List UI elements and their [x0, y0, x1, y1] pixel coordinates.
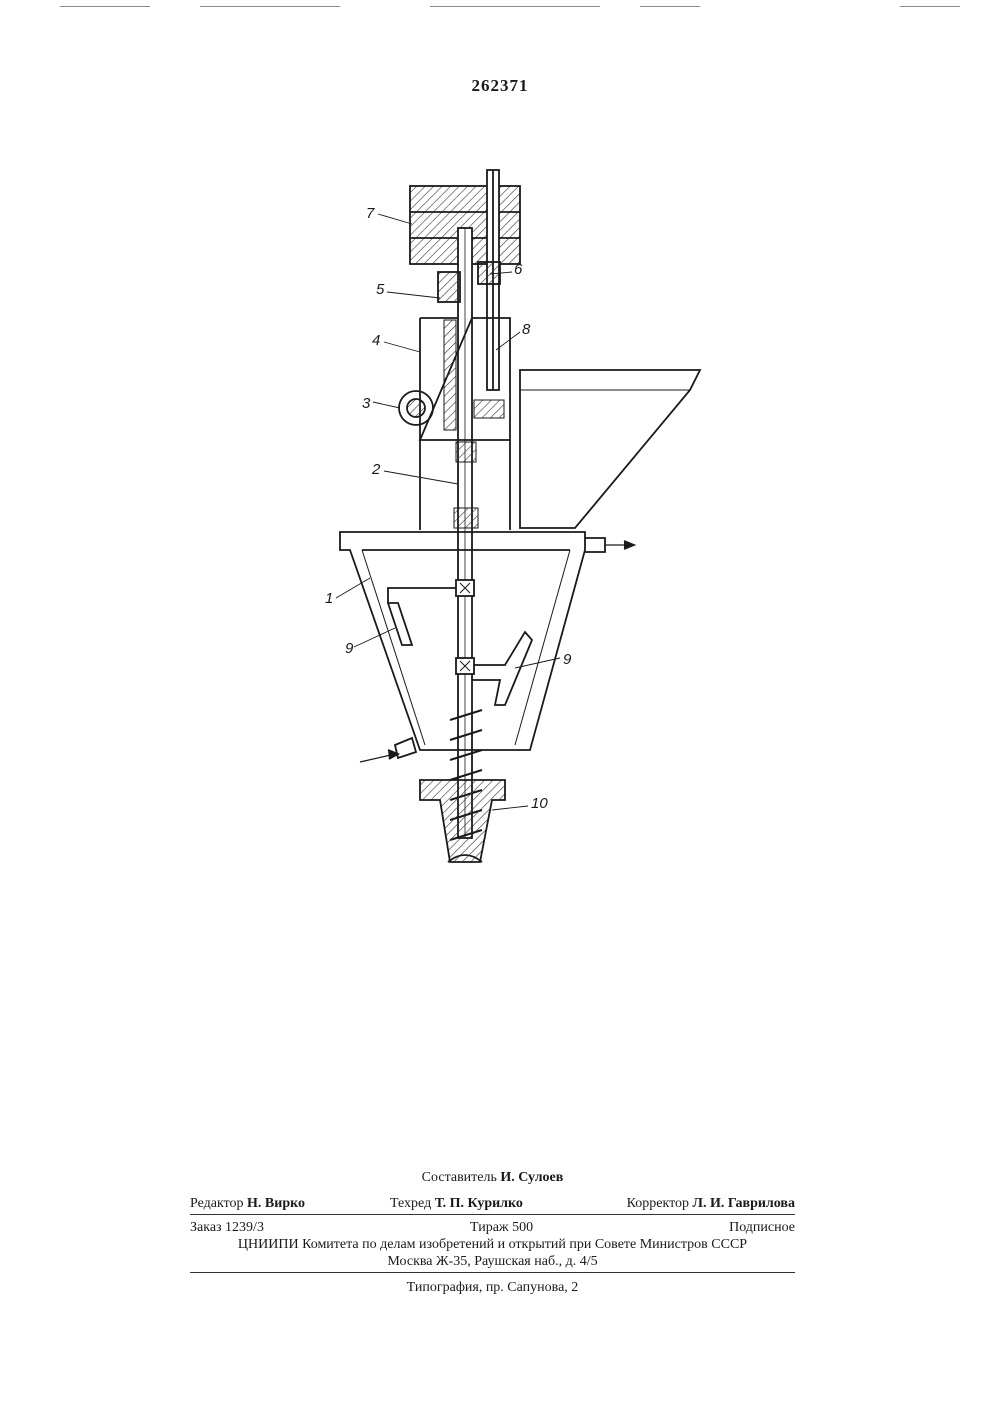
scraper-9-right	[472, 632, 532, 705]
label-6: 6	[514, 261, 523, 278]
label-10: 10	[531, 795, 548, 812]
rule-bottom	[190, 1272, 795, 1273]
compiler-line	[190, 1170, 795, 1186]
institute-line: ЦНИИПИ Комитета по делам изобретений и открытий при Совете Министров СССР	[237, 1237, 748, 1252]
patent-number: 262371	[471, 76, 529, 95]
editor	[190, 1196, 305, 1212]
corrector	[627, 1196, 795, 1212]
address-line: Москва Ж-35, Раушская наб., д. 4/5	[387, 1254, 598, 1269]
scraper-9-left	[388, 588, 458, 645]
label-9-right: 9	[563, 651, 572, 668]
compiler-name: И. Сулоев	[500, 1170, 564, 1185]
techred	[390, 1196, 523, 1212]
label-7: 7	[366, 205, 375, 222]
order-number: Заказ 1239/3	[190, 1220, 264, 1235]
subscription: Подписное	[729, 1220, 795, 1235]
rule-top	[190, 1214, 795, 1215]
label-3: 3	[362, 395, 371, 412]
editor-name: Н. Вирко	[247, 1196, 305, 1211]
label-2: 2	[372, 461, 381, 478]
label-5: 5	[376, 281, 385, 298]
compiler-role: Составитель	[421, 1170, 497, 1185]
editor-role: Редактор	[190, 1196, 244, 1211]
label-8: 8	[522, 321, 531, 338]
techred-role: Техред	[390, 1196, 432, 1211]
nozzle-10	[420, 780, 505, 862]
label-4: 4	[372, 332, 381, 349]
technical-drawing	[300, 160, 720, 890]
scan-top-line-4	[640, 6, 700, 7]
scan-top-line-5	[900, 6, 960, 7]
techred-name: Т. П. Курилко	[434, 1196, 523, 1211]
scan-top-line-3	[430, 6, 600, 7]
scan-top-line-2	[200, 6, 340, 7]
corrector-name: Л. И. Гаврилова	[692, 1196, 795, 1211]
label-1: 1	[325, 590, 334, 607]
printing-line: Типография, пр. Сапунова, 2	[406, 1280, 579, 1295]
label-9-left: 9	[345, 640, 354, 657]
corrector-role: Корректор	[626, 1196, 690, 1211]
scan-top-line-1	[60, 6, 150, 7]
feed-hopper	[520, 370, 700, 528]
circulation: Тираж 500	[470, 1220, 534, 1235]
